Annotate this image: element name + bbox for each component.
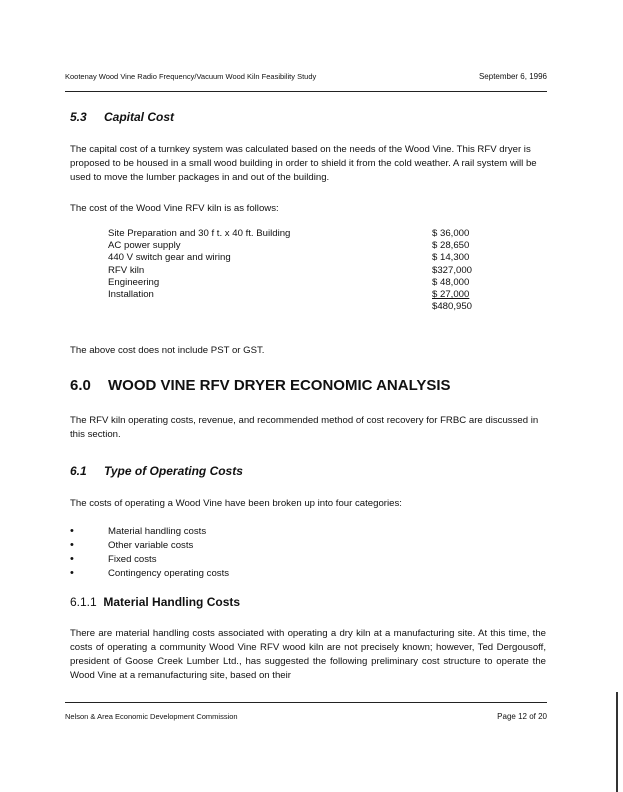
bullet-icon: • [70, 567, 74, 579]
cost-row [108, 289, 508, 301]
section-title: Type of Operating Costs [104, 464, 243, 478]
cost-amount: $ 27,000 [432, 288, 470, 300]
cost-row [108, 277, 508, 289]
cost-amount: $ 36,000 [432, 228, 470, 239]
section-heading-6-1-1 [70, 595, 240, 609]
cost-label: 440 V switch gear and wiring [108, 252, 231, 264]
section-number: 6.0 [70, 377, 91, 394]
cost-amount: $ 14,300 [432, 252, 470, 264]
list-item-text: Fixed costs [108, 554, 157, 565]
section-heading-6-0 [70, 377, 451, 394]
operating-costs-intro: The costs of operating a Wood Vine have been broken up into four categories: [70, 498, 402, 509]
cost-total: $480,950 [432, 301, 473, 313]
section-number: 5.3 [70, 110, 87, 124]
section-heading-5-3 [70, 110, 174, 124]
cost-amount: $327,000 [432, 264, 473, 276]
cost-amount: $ 28,650 [432, 240, 470, 252]
cost-total-row [108, 301, 508, 313]
footer-organization: Nelson & Area Economic Development Commission [65, 712, 238, 721]
bullet-icon: • [70, 539, 74, 551]
cost-row [108, 240, 508, 252]
footer-rule [65, 702, 547, 703]
section-number: 6.1 [70, 464, 87, 478]
cost-row [108, 252, 508, 264]
bullet-icon: • [70, 525, 74, 537]
section-number: 6.1.1 [70, 595, 97, 609]
cost-label: AC power supply [108, 240, 181, 252]
cost-label: RFV kiln [108, 264, 145, 276]
tax-note: The above cost does not include PST or GST. [70, 345, 265, 356]
header-rule [65, 91, 547, 92]
cost-label: Installation [108, 288, 154, 300]
scan-edge-line [616, 692, 618, 792]
section-title: Material Handling Costs [103, 595, 241, 609]
economic-analysis-paragraph: The RFV kiln operating costs, revenue, and recommended method of cost recovery for FRBC are discussed in this section. [70, 415, 539, 440]
page-number: Page 12 of 20 [497, 712, 547, 721]
list-item-text: Material handling costs [108, 526, 207, 537]
capital-cost-paragraph: The capital cost of a turnkey system was calculated based on the needs of the Wood Vine. This RFV dryer is proposed to be housed in a small wood building in order to shield it from the cold weather. A rail system will be used to move the lumber packages in and out of the building. [70, 144, 537, 183]
cost-amount: $ 48,000 [432, 276, 470, 288]
list-item-text: Contingency operating costs [108, 568, 230, 579]
cost-table [108, 228, 508, 313]
cost-row [108, 265, 508, 277]
section-heading-6-1 [70, 464, 243, 478]
header-date: September 6, 1996 [478, 72, 547, 81]
section-title: Capital Cost [104, 110, 175, 124]
header-title: Kootenay Wood Vine Radio Frequency/Vacuum Wood Kiln Feasibility Study [65, 72, 317, 81]
bullet-icon: • [70, 553, 74, 565]
material-handling-paragraph: There are material handling costs associated with operating a dry kiln at a manufacturing site. At this time, the costs of operating a community Wood Vine RFV wood kiln are not precisely known; however, Ted Dergousoff, president of Goose Creek Lumber Ltd., has suggested the following preliminary cost structure to operate the Wood Vine at a remanufacturing site, based on their [70, 628, 546, 681]
cost-label: Engineering [108, 276, 160, 288]
cost-label: Site Preparation and 30 f t. x 40 ft. Building [108, 228, 291, 239]
cost-intro: The cost of the Wood Vine RFV kiln is as follows: [70, 203, 279, 214]
list-item-text: Other variable costs [108, 540, 194, 551]
cost-row [108, 228, 508, 240]
section-title: WOOD VINE RFV DRYER ECONOMIC ANALYSIS [108, 377, 451, 394]
